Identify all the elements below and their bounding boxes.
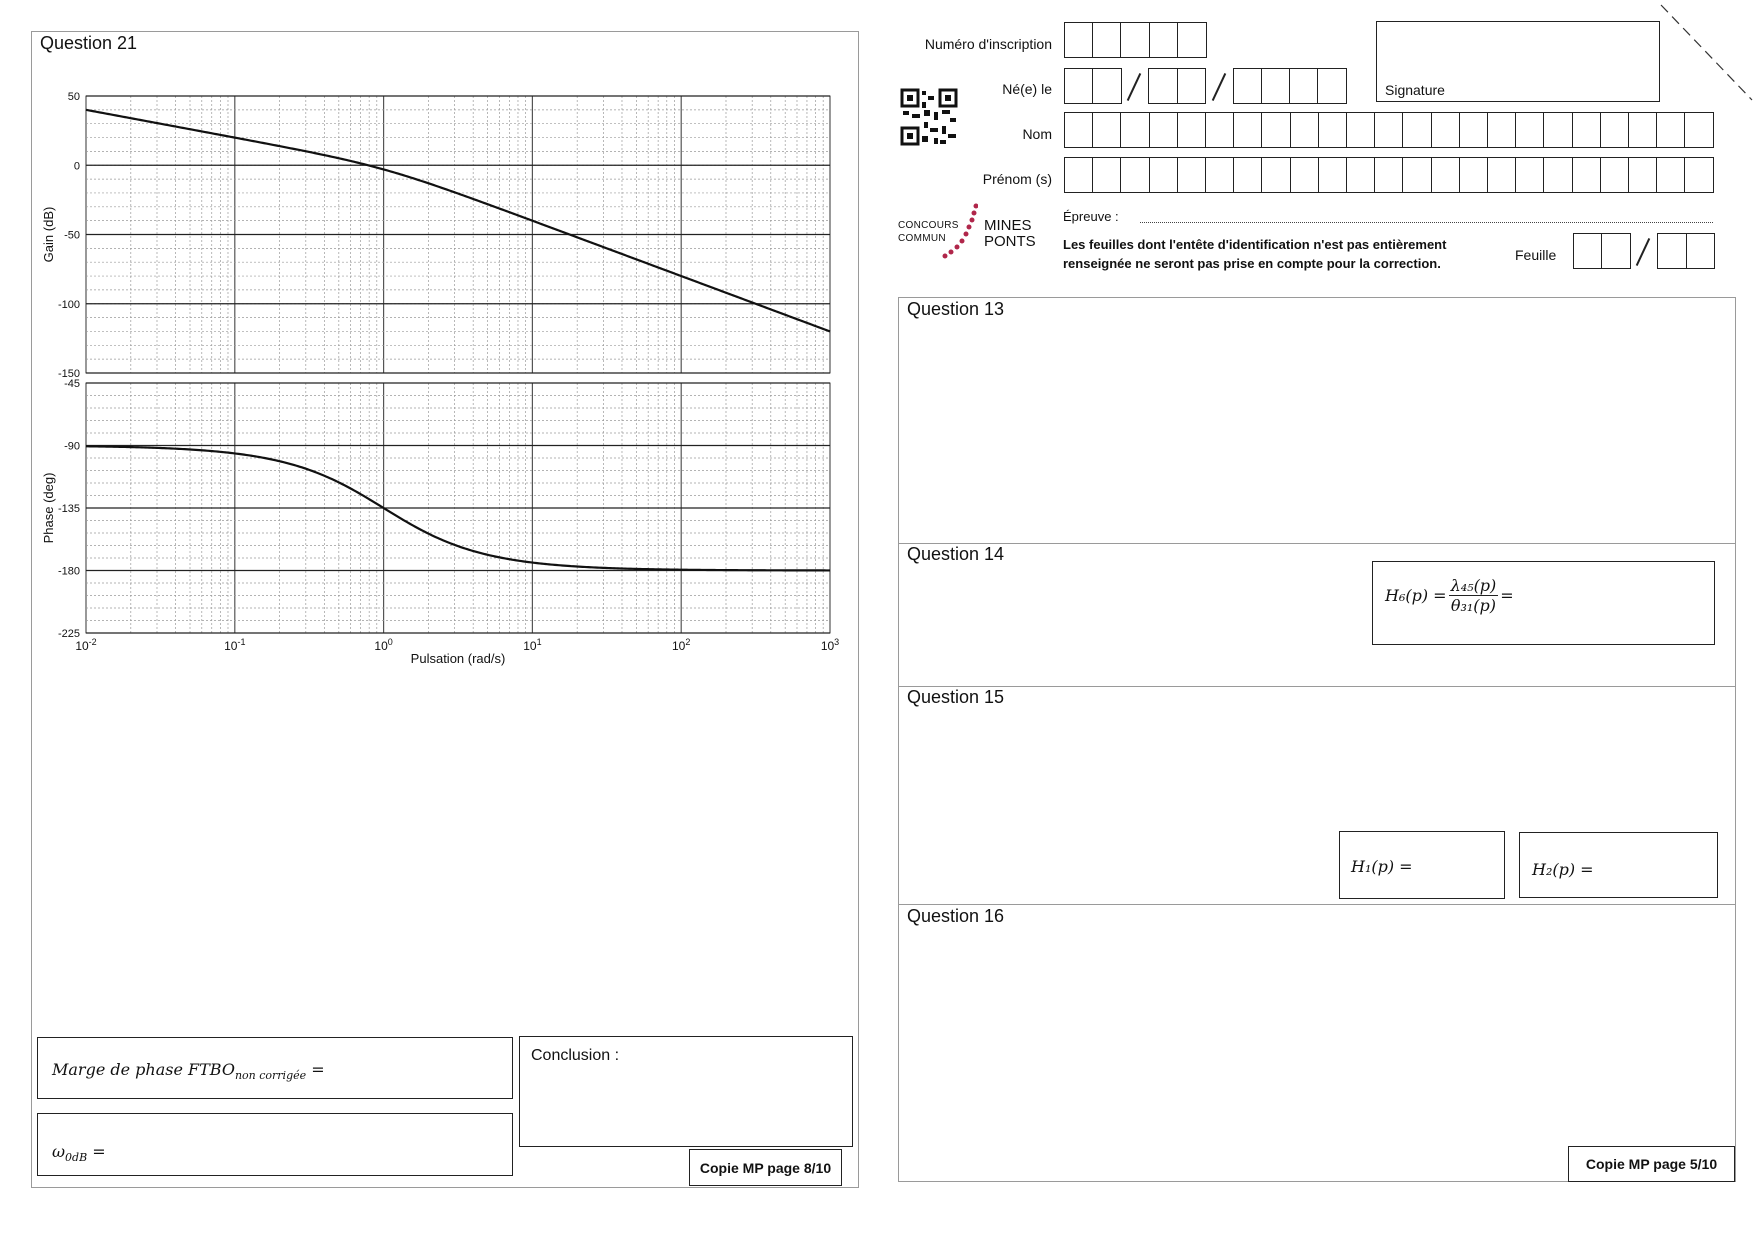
char-box[interactable]: [1064, 22, 1094, 58]
omega-eq: =: [87, 1142, 106, 1161]
char-box[interactable]: [1092, 157, 1122, 193]
logo-dots-icon: [938, 202, 978, 262]
char-box[interactable]: [1148, 68, 1178, 104]
char-box[interactable]: [1064, 112, 1094, 148]
char-box[interactable]: [1459, 112, 1489, 148]
char-box[interactable]: [1487, 112, 1517, 148]
char-box[interactable]: [1205, 112, 1235, 148]
date-slash: [1127, 73, 1141, 101]
phase-grid: [58, 378, 830, 640]
char-box[interactable]: [1064, 157, 1094, 193]
question-14-label: Question 14: [907, 544, 1005, 564]
char-box[interactable]: [1515, 112, 1545, 148]
char-box[interactable]: [1318, 112, 1348, 148]
nee-label: Né(e) le: [1002, 81, 1052, 97]
divider: [898, 686, 1736, 687]
gain-axis-label: Gain (dB): [41, 206, 56, 263]
feuille-label: Feuille: [1515, 247, 1557, 263]
char-box[interactable]: [1177, 22, 1207, 58]
char-box[interactable]: [1149, 112, 1179, 148]
char-box[interactable]: [1120, 112, 1150, 148]
char-box[interactable]: [1177, 157, 1207, 193]
char-box[interactable]: [1656, 112, 1686, 148]
char-box[interactable]: [1289, 68, 1319, 104]
char-box[interactable]: [1402, 112, 1432, 148]
char-box[interactable]: [1092, 22, 1122, 58]
h6-eq: =: [1500, 586, 1514, 605]
gain-grid: [58, 91, 830, 380]
h6-formula-box[interactable]: [1372, 561, 1715, 645]
signature-label: Signature: [1385, 82, 1445, 98]
y-tick-label: 0: [73, 160, 80, 173]
char-box[interactable]: [1601, 233, 1631, 269]
epreuve-field[interactable]: [1140, 222, 1713, 223]
date-slash: [1212, 73, 1226, 101]
x-tick-label: $10^0$: [374, 637, 393, 653]
char-box[interactable]: [1628, 112, 1658, 148]
y-tick-label: -100: [57, 298, 80, 311]
question-15-label: Question 15: [907, 687, 1005, 707]
char-box[interactable]: [1205, 157, 1235, 193]
char-box[interactable]: [1684, 112, 1714, 148]
h1-box[interactable]: [1339, 831, 1505, 899]
dashed-corner: [1647, 0, 1757, 110]
char-box[interactable]: [1543, 157, 1573, 193]
numero-label: Numéro d'inscription: [924, 36, 1052, 52]
char-box[interactable]: [1317, 68, 1347, 104]
char-box[interactable]: [1572, 157, 1602, 193]
char-box[interactable]: [1261, 68, 1291, 104]
omega-box[interactable]: [37, 1113, 513, 1176]
char-box[interactable]: [1290, 112, 1320, 148]
char-box[interactable]: [1402, 157, 1432, 193]
char-box[interactable]: [1177, 112, 1207, 148]
y-tick-label: -135: [57, 503, 80, 515]
divider: [898, 904, 1736, 905]
omega-sub: 0dB: [65, 1151, 88, 1165]
char-box[interactable]: [1290, 157, 1320, 193]
char-box[interactable]: [1487, 157, 1517, 193]
question-13-label: Question 13: [907, 299, 1005, 319]
y-tick-label: -150: [57, 368, 80, 380]
h6-denominator: θ₃₁(p): [1450, 596, 1497, 615]
char-box[interactable]: [1177, 68, 1207, 104]
char-box[interactable]: [1431, 112, 1461, 148]
char-box[interactable]: [1431, 157, 1461, 193]
x-tick-label: $10^3$: [820, 637, 840, 653]
char-box[interactable]: [1374, 112, 1404, 148]
char-box[interactable]: [1543, 112, 1573, 148]
prenom-label: Prénom (s): [982, 171, 1052, 187]
qr-code-icon: [900, 88, 958, 146]
char-box[interactable]: [1120, 22, 1150, 58]
char-box[interactable]: [1064, 68, 1094, 104]
conclusion-box[interactable]: [519, 1036, 853, 1147]
epreuve-label: Épreuve :: [1063, 209, 1119, 224]
question-21-label: Question 21: [40, 33, 138, 53]
notice-line-2: renseignée ne seront pas prise en compte pour la correction.: [1063, 256, 1441, 271]
char-box[interactable]: [1628, 157, 1658, 193]
y-tick-label: -45: [64, 378, 80, 390]
x-tick-label: $10^{-1}$: [224, 637, 246, 653]
char-box[interactable]: [1092, 68, 1122, 104]
char-box[interactable]: [1233, 112, 1263, 148]
concours-logo: CONCOURS COMMUN MINES PONTS: [898, 200, 1038, 262]
left-footer: Copie MP page 8/10: [689, 1149, 842, 1186]
char-box[interactable]: [1572, 112, 1602, 148]
char-box[interactable]: [1233, 68, 1263, 104]
x-tick-label: $10^{-2}$: [75, 637, 97, 653]
char-box[interactable]: [1657, 233, 1687, 269]
question-area: [898, 297, 1736, 1182]
y-tick-label: -180: [57, 565, 80, 578]
phase-margin-label: Marge de phase FTBO: [52, 1060, 235, 1079]
conclusion-label: Conclusion :: [531, 1047, 620, 1064]
char-box[interactable]: [1515, 157, 1545, 193]
char-box[interactable]: [1261, 157, 1291, 193]
omega-label: ω: [52, 1142, 66, 1161]
y-tick-label: -225: [57, 628, 80, 640]
bode-plot: [31, 60, 859, 700]
char-box[interactable]: [1656, 157, 1686, 193]
h6-lhs: H₆(p) =: [1385, 586, 1447, 605]
right-footer: Copie MP page 5/10: [1568, 1146, 1735, 1182]
char-box[interactable]: [1092, 112, 1122, 148]
char-box[interactable]: [1261, 112, 1291, 148]
char-box[interactable]: [1600, 157, 1630, 193]
phase-margin-box[interactable]: [37, 1037, 513, 1099]
x-tick-label: $10^1$: [523, 637, 542, 653]
y-tick-label: 50: [67, 91, 80, 103]
h2-label: H₂(p) =: [1532, 860, 1594, 879]
char-box[interactable]: [1346, 112, 1376, 148]
char-box[interactable]: [1459, 157, 1489, 193]
char-box[interactable]: [1120, 157, 1150, 193]
phase-margin-sub: non corrigée: [234, 1069, 307, 1083]
question-16-label: Question 16: [907, 906, 1005, 926]
char-box[interactable]: [1686, 233, 1716, 269]
x-tick-label: $10^2$: [672, 637, 691, 653]
char-box[interactable]: [1346, 157, 1376, 193]
h1-label: H₁(p) =: [1351, 857, 1413, 876]
char-box[interactable]: [1573, 233, 1603, 269]
y-tick-label: -50: [64, 229, 80, 242]
char-box[interactable]: [1318, 157, 1348, 193]
h6-numerator: λ₄₅(p): [1450, 576, 1497, 595]
y-tick-label: -90: [64, 440, 80, 453]
phase-axis-label: Phase (deg): [41, 472, 56, 544]
char-box[interactable]: [1600, 112, 1630, 148]
char-box[interactable]: [1684, 157, 1714, 193]
char-box[interactable]: [1149, 22, 1179, 58]
feuille-slash: [1636, 238, 1650, 266]
char-box[interactable]: [1149, 157, 1179, 193]
char-box[interactable]: [1374, 157, 1404, 193]
phase-margin-eq: =: [306, 1060, 325, 1079]
signature-box[interactable]: [1376, 21, 1660, 102]
char-box[interactable]: [1233, 157, 1263, 193]
divider: [898, 543, 1736, 544]
x-axis-label: Pulsation (rad/s): [410, 651, 506, 666]
h2-box[interactable]: [1519, 832, 1718, 898]
nom-label: Nom: [1022, 126, 1052, 142]
notice-line-1: Les feuilles dont l'entête d'identification n'est pas entièrement: [1063, 237, 1447, 252]
